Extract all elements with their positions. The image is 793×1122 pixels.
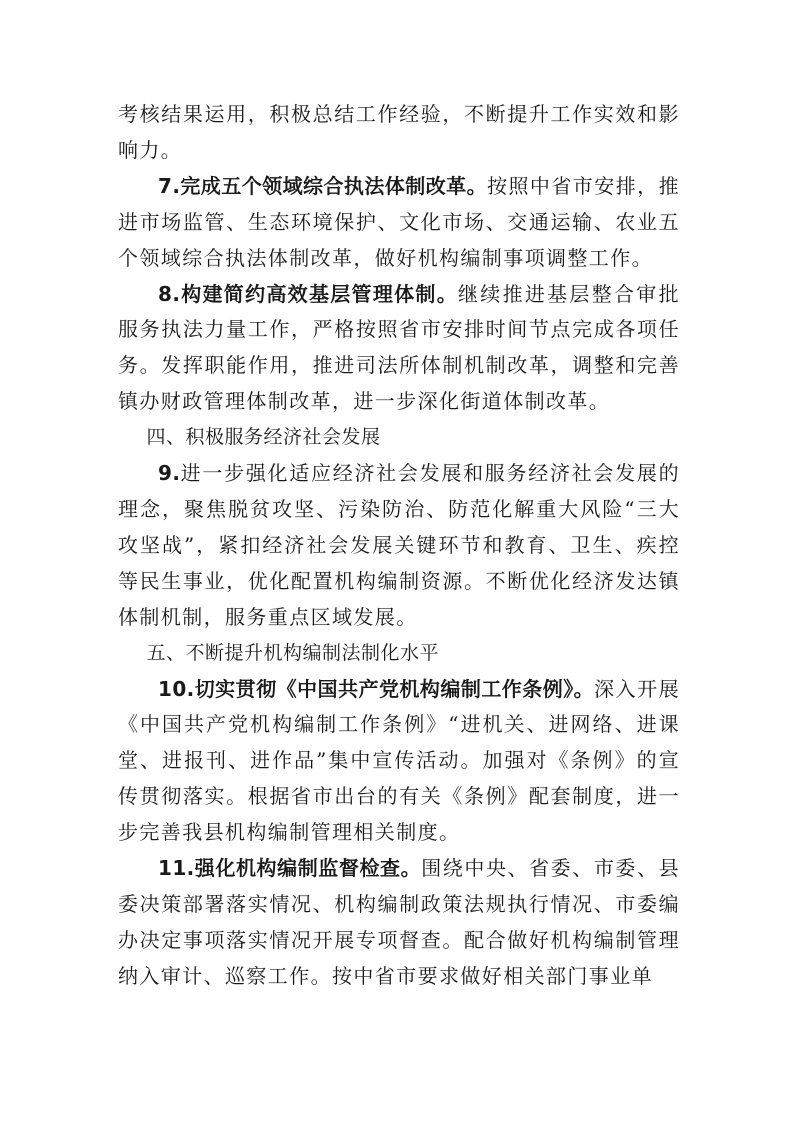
paragraph-item-7 [118,169,680,277]
paragraph-item-8 [118,277,680,421]
paragraph-text: 按照中省市安排，推进市场监管、生态环境保护、文化市场、交通运输、农业五个领域综合执法体制改革，做好机构编制事项调整工作。 [118,173,680,270]
paragraph-continuation [118,97,680,169]
paragraph-item-11 [118,851,680,995]
paragraph-text: 进一步强化适应经济社会发展和服务经济社会发展的理念，聚焦脱贫攻坚、污染防治、防范化解重大风险“三大攻坚战”，紧扣经济社会发展关键环节和教育、卫生、疾控等民生事业，优化配置机构编制资源。不断优化经济发达镇体制机制，服务重点区域发展。 [118,461,680,629]
document-body [118,97,680,995]
item-lead-heading: 10.切实贯彻《中国共产党机构编制工作条例》。 [158,676,595,701]
item-lead-heading: 8.构建简约高效基层管理体制。 [158,281,458,306]
paragraph-text: 深入开展《中国共产党机构编制工作条例》“进机关、进网络、进课堂、进报刊、进作品”集中宣传活动。加强对《条例》的宣传贯彻落实。根据省市出台的有关《条例》配套制度，进一步完善我县机构编制管理相关制度。 [118,676,680,845]
paragraph-item-9 [118,456,680,636]
section-heading-4: 四、积极服务经济社会发展 [146,426,381,449]
section-heading-5: 五、不断提升机构编制法制化水平 [146,641,440,664]
paragraph-text: 考核结果运用，积极总结工作经验，不断提升工作实效和影响力。 [118,102,680,162]
item-lead-heading: 11.强化机构编制监督检查。 [158,856,422,881]
item-number: 9. [158,461,181,486]
paragraph-text: 围绕中央、省委、市委、县委决策部署落实情况、机构编制政策法规执行情况、市委编办决定事项落实情况开展专项督查。配合做好机构编制管理纳入审计、巡察工作。按中省市要求做好相关部门事业单 [118,856,680,988]
item-lead-heading: 7.完成五个领域综合执法体制改革。 [158,173,488,198]
paragraph-item-10 [118,672,680,852]
paragraph-text: 继续推进基层整合审批服务执法力量工作，严格按照省市安排时间节点完成各项任务。发挥职能作用，推进司法所体制机制改革，调整和完善镇办财政管理体制改革，进一步深化街道体制改革。 [118,281,680,414]
